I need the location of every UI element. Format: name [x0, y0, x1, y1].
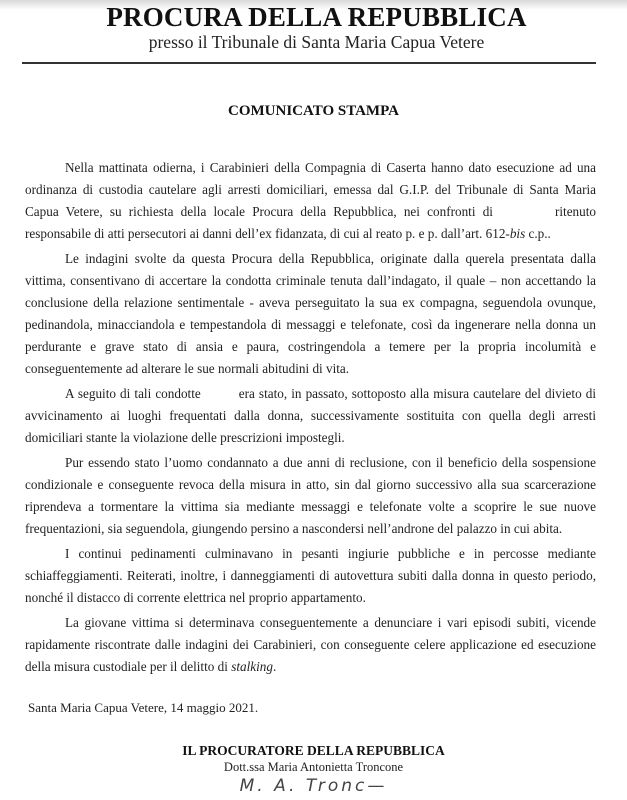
- paragraph-4: Pur essendo stato l’uomo condannato a due anni di reclusione, con il beneficio della sospensione condizionale e conseguente revoca della misura in atto, sin dal giorno successivo alla sua scarcerazione riprendeva a tormentare la vittima sia mediante messaggi e telefonate volte a scoprire le sue nuove frequentazioni, sia seguendola, giungendo persino a nascondersi nell’androne del palazzo in cui abita.: [25, 455, 596, 536]
- document-title: COMUNICATO STAMPA: [228, 103, 399, 119]
- paragraph-6-text-a: La giovane vittima si determinava conseguentemente a denunciare i vari episodi subiti, vicende rapidamente riscontrate dalle indagini dei Carabinieri, con conseguente celere applicazione ed esecuzione della misura custodiale per il delitto di: [25, 615, 596, 674]
- paragraph-1-text-c: c.p..: [525, 226, 551, 241]
- paragraph-1-text-a: Nella mattinata odierna, i Carabinieri della Compagnia di Caserta hanno dato esecuzione ad una ordinanza di custodia cautelare agli arresti domiciliari, emessa dal G.I.P. del Tribunale di Santa Maria Capua Vetere, su richiesta della locale Procura della Repubblica, nei confronti di: [25, 160, 596, 219]
- paragraph-6: [25, 612, 596, 678]
- paragraph-3-text-a: A seguito di tali condotte: [65, 386, 201, 401]
- paragraph-1-text-b: ritenuto responsabile di atti persecutori ai danni dell’ex fidanzata, di cui al reato p. e p. dall’art. 612-: [25, 204, 596, 241]
- document-body: [25, 157, 596, 681]
- place-and-date: Santa Maria Capua Vetere, 14 maggio 2021.: [28, 700, 259, 715]
- paragraph-6-italic: stalking: [231, 659, 273, 674]
- handwritten-signature: M. A. Tronc—: [239, 776, 388, 796]
- paragraph-3: [25, 383, 596, 449]
- letterhead: [0, 2, 627, 52]
- signatory-role: IL PROCURATORE DELLA REPUBBLICA: [182, 743, 445, 758]
- header-divider: [22, 62, 596, 64]
- paragraph-3-text-b: era stato, in passato, sottoposto alla misura cautelare del divieto di avvicinamento ai luoghi frequentati dalla donna, successivamente sostituita con quella degli arresti domiciliari stante la violazione delle prescrizioni impostegli.: [25, 386, 597, 445]
- paragraph-1-italic: bis: [509, 226, 526, 241]
- paragraph-2: Le indagini svolte da questa Procura della Repubblica, originate dalla querela presentata dalla vittima, consentivano di accertare la condotta criminale tenuta dall’indagato, il quale – non accettando la conclusione della relazione sentimentale - aveva perseguitato la sua ex compagna, seguendola ovunque, pedinandola, minacciandola e tempestandola di messaggi e telefonate, così da ingenerare nella donna un perdurante e grave stato di ansia e paura, costringendola a temere per la propria incolumità e conseguentemente ad alterare le sue normali abitudini di vita.: [25, 251, 596, 376]
- paragraph-6-text-b: .: [272, 659, 277, 674]
- paragraph-5: I continui pedinamenti culminavano in pesanti ingiurie pubbliche e in percosse mediante schiaffeggiamenti. Reiterati, inoltre, i danneggiamenti di autovettura subiti dalla donna in questo periodo, nonché il distacco di corrente elettrica nel proprio appartamento.: [25, 546, 596, 605]
- signature-block: [0, 742, 627, 796]
- court-name: presso il Tribunale di Santa Maria Capua Vetere: [148, 32, 485, 52]
- paragraph-1: [25, 157, 596, 245]
- signatory-name: Dott.ssa Maria Antonietta Troncone: [223, 760, 404, 774]
- office-name: PROCURA DELLA REPUBBLICA: [106, 2, 527, 32]
